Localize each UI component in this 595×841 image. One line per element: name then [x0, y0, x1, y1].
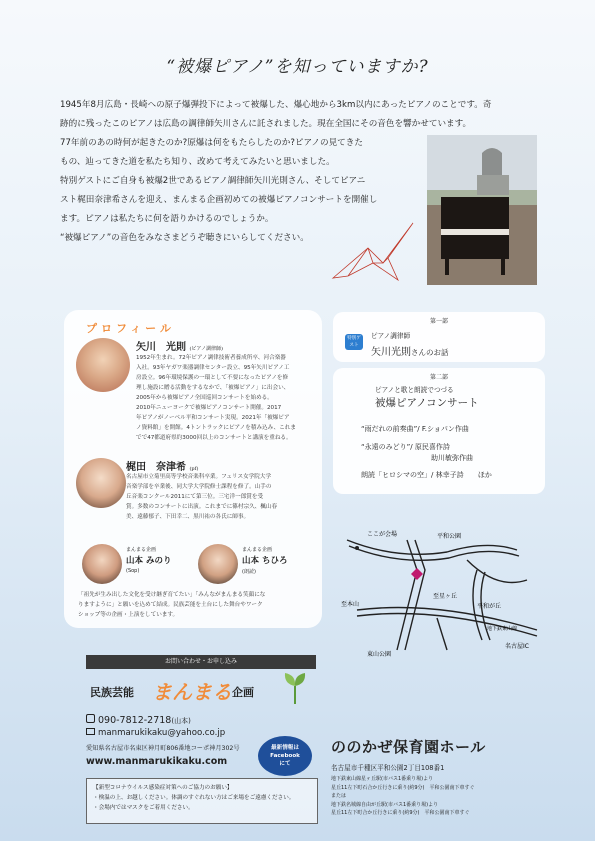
map-label: 平和が丘 [477, 603, 502, 610]
minori-caption: まんまる企画 [126, 547, 157, 553]
kajita-photo [76, 458, 126, 508]
part2-subtitle: ピアノと歌と朗読でつづる [375, 386, 454, 394]
phone-icon [86, 714, 95, 723]
program-item-1: “雨だれの前奏曲”/ F.ショパン作曲 [361, 425, 469, 433]
profile-heading: プロフィール [86, 322, 175, 335]
intro-line: ます。ピアノは私たちに何を語りかけるのでしょうか。 [60, 214, 274, 224]
access-map [337, 510, 547, 660]
kajita-name: 梶田 奈津希 (pf) [126, 462, 199, 473]
part2-label: 第二部 [429, 374, 448, 381]
leaf-logo-icon [282, 670, 308, 704]
chihiro-name: 山本 ちひろ [242, 556, 288, 566]
contact-header: お問い合わせ・お申し込み [86, 655, 316, 669]
program-item-3: 朗読「ヒロシマの空」/ 林幸子詩 ほか [361, 471, 492, 479]
facebook-badge[interactable]: 最新情報は Facebook にて [258, 736, 312, 776]
map-label: 至星ヶ丘 [433, 593, 458, 600]
minori-name: 山本 みのり [126, 556, 172, 566]
minori-photo [82, 544, 122, 584]
venue-address: 名古屋市千種区平和公園2丁目108番1 [331, 764, 445, 772]
part1-role: ピアノ調律師 [371, 332, 411, 340]
page-title: “被爆ピアノ”を知っていますか? [166, 57, 429, 77]
part2-title: 被爆ピアノコンサート [375, 397, 479, 409]
chihiro-caption: まんまる企画 [242, 547, 273, 553]
intro-line: 跡的に残ったこのピアノは広島の調律師矢川さんに託されました。現在全国にその音色を響かせています。 [60, 119, 472, 129]
map-label: 東山公園 [367, 651, 392, 658]
email-line: manmarukikaku@yahoo.co.jp [86, 728, 225, 738]
covid-notice: 【新型コロナウイルス感染症対策へのご協力のお願い】 ・検温の上、お越しください。体調のすぐれない方はご来場をご遠慮ください。 ・会場内ではマスクをご着用ください。 [86, 778, 318, 824]
chihiro-role: (朗読) [242, 569, 256, 575]
address-line: 愛知県名古屋市名東区神月町806番地コーポ神月302号 [86, 745, 240, 752]
venue-access: 地下鉄東山線星ヶ丘駅(市バス1番乗り場)より 星丘11左下町石合か丘行きに乗り(約9分) 平和公園南下車すぐ または 地下鉄名城線自由が丘駅(市バス1番乗り場)より 星丘11左下町合か丘行きに乗り(約9分) 平和公園南下車すぐ [331, 776, 475, 817]
map-label: 地下鉄東山線 [487, 626, 518, 632]
map-label: 名古屋IC [505, 643, 529, 650]
intro-line: 1945年8月広島・長崎への原子爆弾投下によって被爆した、爆心地から3km以内にあったピアノのことです。奇 [60, 100, 492, 110]
piano-photo [427, 135, 537, 285]
venue-marker-icon [411, 568, 423, 580]
program-item-2: “永遠のみどり”/ 原民喜作詩 [361, 443, 450, 451]
profile-section [64, 310, 322, 628]
mail-icon [86, 728, 95, 735]
kajita-bio: 名古屋市立菊里高等学校音楽科卒業。フェリス女学院大学 音楽学部を卒業後、同大学大学院修士課程を修了。山手の 丘音楽コンクール2011にて第三位。三宅洋一郎賞を受 賞。多数のコンサートに出演。これまでに篠村宗久、楓山春 美、遠藤郁子、下田幸二、黒川祐の各氏に師事。 [126, 474, 278, 520]
intro-line: スト梶田奈津希さんを迎え、まんまる企画初めての被爆ピアノコンサートを開催し [60, 195, 378, 205]
map-label: 至本山 [341, 601, 360, 608]
yagawa-photo [76, 338, 130, 392]
chihiro-photo [198, 544, 238, 584]
intro-line: 特別ゲストにご自身も被爆2世であるピアノ調律師矢川光則さん、そしてピアニ [60, 176, 366, 186]
part1-speaker: 矢川光則さんのお話 [371, 347, 449, 358]
special-guest-badge: 特別ゲスト [345, 334, 363, 350]
part1-label: 第一部 [429, 318, 448, 325]
phone-line: 090-7812-2718(山本) [86, 714, 191, 726]
program-item-2-composer: 助川敏弥作曲 [431, 454, 473, 462]
program-part1 [333, 312, 545, 362]
program-part2 [333, 368, 545, 494]
manmaru-logo: 民族芸能 まんまる 企画 [86, 676, 316, 706]
yagawa-bio: 1952年生まれ。72年ピアノ調律技術者養成所卒、河合楽器 入社。93年ヤガワ楽器調律センター設立、95年矢川ピアノ工 房設立。96年環境保護の一環として不要になったピアノを修 理し施設に贈る活動をするなかで、「被爆ピアノ」に出会い、 2005年から被爆ピアノ全国巡回コンサートを始める。 2010年ニューヨークで被爆ピアノコンサート開催。2017 年ピアノがノーベル平和コンサート実現。2021年「被爆ピア ノ資料館」を開館。4トントラックにピアノを積み込み、これま でで47都道府県約3000回以上のコンサートと講演を重ねる。 [136, 355, 296, 441]
intro-line: “被爆ピアノ”の音色をみなさまどうぞ聴きにいらしてください。 [60, 233, 309, 243]
map-label: ここが会場 [367, 531, 398, 538]
minori-role: (Sop) [126, 568, 140, 574]
manmaru-note: 「祖先が生み出した文化を受け継ぎ育てたい」「みんながまんまる笑顔にな りますように」と願いを込めて結成。民族芸能を土台にした舞台やワーク ショップ等の企画・上演をしています。 [78, 592, 266, 618]
origami-crane-icon [328, 218, 418, 288]
intro-line: もの、辿ってきた道を私たち知り、改めて考えてみたいと思いました。 [60, 157, 335, 167]
intro-line: 77年前のあの時何が起きたのか?原爆は何をもたらしたのか?ピアノの見てきた [60, 138, 363, 148]
map-label: 平和公園 [437, 533, 462, 540]
website-link[interactable]: www.manmarukikaku.com [86, 756, 228, 767]
yagawa-name: 矢川 光則 (ピアノ調律師) [136, 342, 223, 353]
venue-name: ののかぜ保育園ホール [331, 738, 486, 756]
